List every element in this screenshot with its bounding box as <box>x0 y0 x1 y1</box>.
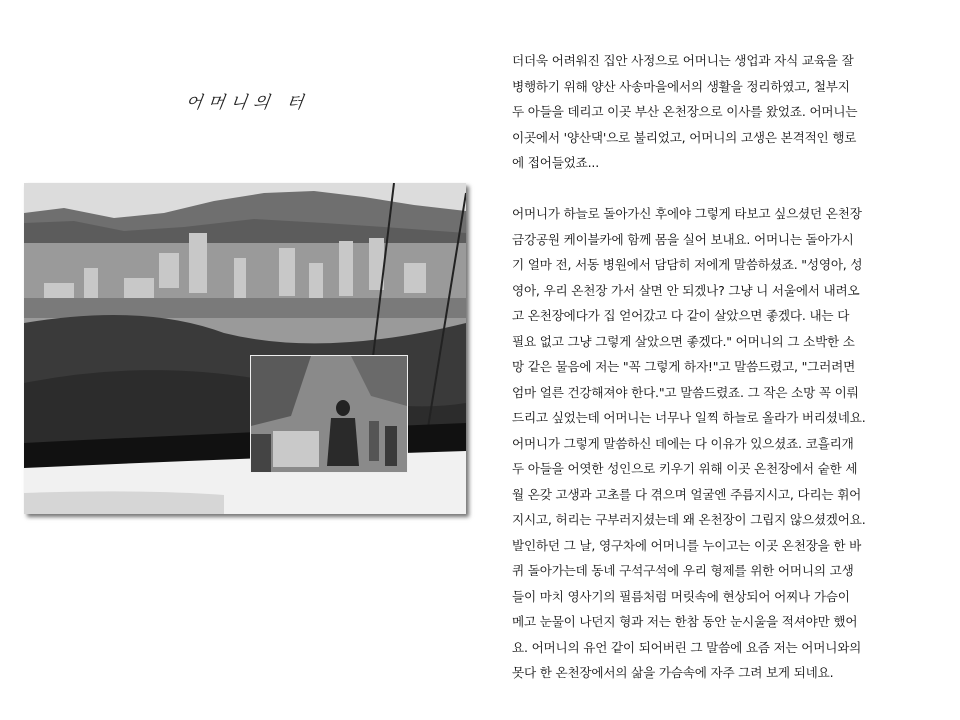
paragraph-line: 두 아들을 어엿한 성인으로 키우기 위해 이곳 온천장에서 숱한 세 <box>512 461 858 476</box>
paragraph-line: 어머니가 그렇게 말씀하신 데에는 다 이유가 있으셨죠. 코흘리개 <box>512 435 854 451</box>
paragraph-line: 더더욱 어려워진 집안 사정으로 어머니는 생업과 자식 교육을 잘 <box>512 53 854 68</box>
paragraph-line: 못다 한 온천장에서의 삶을 가슴속에 자주 그려 보게 되네요. <box>512 665 834 680</box>
paragraph-line: 드리고 싶었는데 어머니는 너무나 일찍 하늘로 올라가 버리셨네요. <box>512 410 866 425</box>
paragraph-line: 이곳에서 '양산댁'으로 불리었고, 어머니의 고생은 본격적인 행로 <box>512 129 857 145</box>
paragraph-line: 고 온천장에다가 집 얻어갔고 다 같이 살았으면 좋겠다. 내는 다 <box>512 308 850 323</box>
paragraph-line: 퀴 돌아가는데 동네 구석구석에 우리 형제를 위한 어머니의 고생 <box>512 563 854 578</box>
paragraph-line: 들이 마치 영사기의 필름처럼 머릿속에 현상되어 어찌나 가슴이 <box>512 588 850 604</box>
page-title: 어머니의 터 <box>184 93 311 113</box>
paragraph-line: 메고 눈물이 나던지 형과 저는 한참 동안 눈시울을 적셔야만 했어 <box>512 614 858 629</box>
paragraph-line: 월 온갖 고생과 고초를 다 겪으며 얼굴엔 주름지시고, 다리는 휘어 <box>512 486 862 502</box>
paragraph-line: 기 얼마 전, 서동 병원에서 담담히 저에게 말씀하셨죠. "성영아, 성 <box>512 257 863 272</box>
paragraph-line: 필요 없고 그냥 그렇게 살았으면 좋겠다." 어머니의 그 소박한 소 <box>512 333 855 349</box>
paragraph-line: 어머니가 하늘로 돌아가신 후에야 그렇게 타보고 싶으셨던 온천장 <box>512 206 862 221</box>
paragraph-line: 지시고, 허리는 구부러지셨는데 왜 온천장이 그립지 않으셨겠어요. <box>512 512 866 527</box>
paragraph-line: 두 아들을 데리고 이곳 부산 온천장으로 이사를 왔었죠. 어머니는 <box>512 104 858 119</box>
paragraph-line: 병행하기 위해 양산 사송마을에서의 생활을 정리하였고, 철부지 <box>512 78 850 94</box>
family-inset-photo <box>250 355 408 473</box>
paragraph-line: 에 접어들었죠... <box>512 155 600 170</box>
paragraph-line: 영아, 우리 온천장 가서 살면 안 되겠나? 그냥 니 서울에서 내려오 <box>512 282 860 298</box>
paragraph-line: 금강공원 케이블카에 함께 몸을 실어 보내요. 어머니는 돌아가시 <box>512 231 854 247</box>
paragraph-gap <box>512 176 932 202</box>
story-text <box>512 48 932 686</box>
paragraph-line: 엄마 얼른 건강해져야 한다."고 말씀드렸죠. 그 작은 소망 꼭 이뤄 <box>512 384 859 400</box>
paragraph-line: 망 같은 물음에 저는 "꼭 그렇게 하자!"고 말씀드렸고, "그러려면 <box>512 359 856 374</box>
family-portrait-illustration <box>251 356 407 472</box>
paragraph-line: 발인하던 그 날, 영구차에 어머니를 누이고는 이곳 온천장을 한 바 <box>512 537 862 553</box>
paragraph-line: 요. 어머니의 유언 같이 되어버린 그 말씀에 요즘 저는 어머니와의 <box>512 639 862 655</box>
